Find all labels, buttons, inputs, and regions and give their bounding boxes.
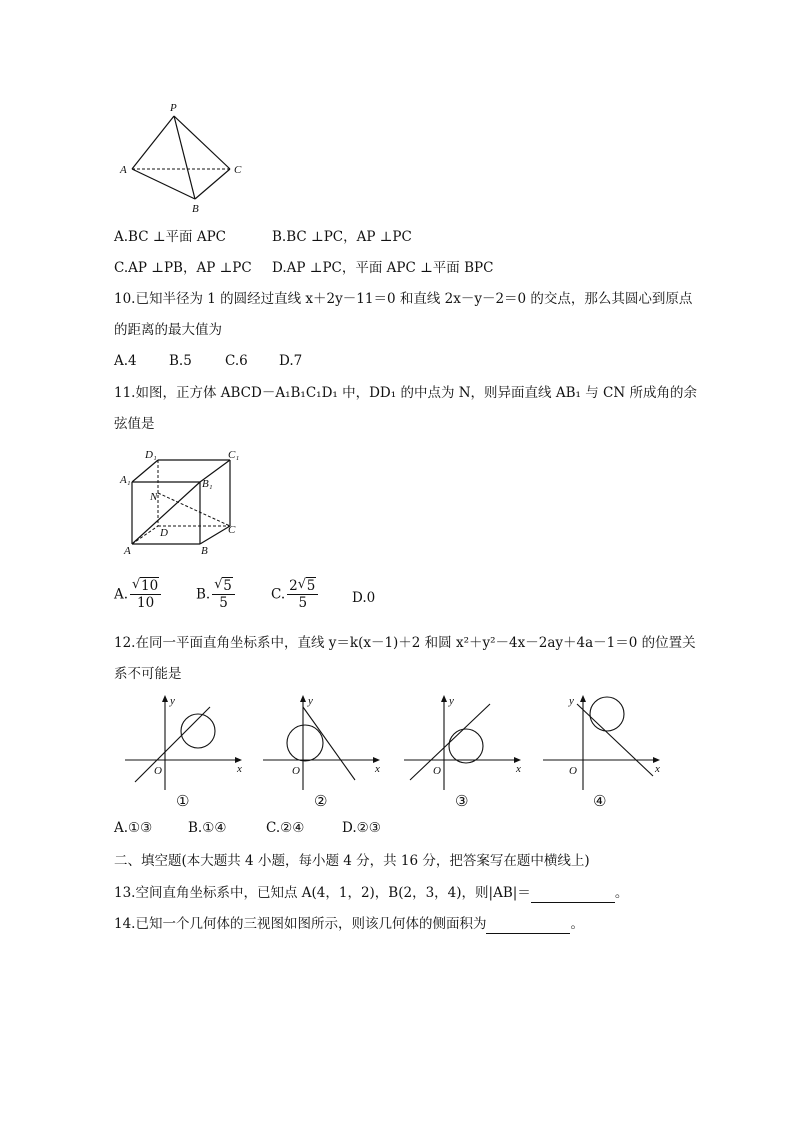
vertex-label-c: C — [228, 524, 236, 536]
q12-option-a: A.①③ — [114, 820, 153, 836]
graph-4-label: ④ — [593, 792, 607, 810]
answer-blank[interactable] — [486, 919, 570, 934]
vertex-label-p: P — [170, 102, 177, 114]
graph-2-label: ② — [314, 792, 328, 810]
q11-option-d: D.0 — [352, 590, 376, 606]
vertex-label-b1: B₁ — [202, 478, 213, 490]
vertex-label-n: N — [150, 491, 158, 503]
axis-label-y: y — [308, 695, 313, 707]
q10-option-a: A.4 — [114, 353, 137, 369]
q9-option-d: D.AP ⊥PC，平面 APC ⊥平面 BPC — [272, 260, 494, 276]
q10-option-c: C.6 — [225, 353, 248, 369]
origin-label: O — [433, 765, 441, 777]
q10-option-b: B.5 — [169, 353, 192, 369]
q10-stem-line2: 的距离的最大值为 — [114, 322, 222, 338]
q11-option-b: B. √ $\frac{5}{5}$ — [196, 578, 235, 611]
axis-label-y: y — [170, 695, 175, 707]
cube-figure — [118, 450, 253, 560]
axis-label-y: y — [569, 695, 574, 707]
q12-stem-line2: 系不可能是 — [114, 666, 182, 682]
q12-option-d: D.②③ — [342, 820, 381, 836]
vertex-label-a: A — [120, 164, 127, 176]
origin-label: O — [569, 765, 577, 777]
vertex-label-d1: D₁ — [145, 449, 157, 461]
answer-blank[interactable] — [531, 888, 615, 903]
graph-2 — [263, 692, 388, 792]
vertex-label-c1: C₁ — [228, 449, 240, 461]
q11-option-a: A. √ $\frac{10}{10}$ — [114, 578, 161, 611]
vertex-label-b: B — [201, 545, 208, 557]
graph-1 — [125, 692, 250, 792]
q9-option-a: A.BC ⊥平面 APC — [114, 229, 226, 245]
vertex-label-d: D — [160, 527, 168, 539]
section-heading: 二、填空题(本大题共 4 小题，每小题 4 分，共 16 分，把答案写在题中横线上) — [114, 853, 590, 869]
axis-label-y: y — [449, 695, 454, 707]
graph-3 — [404, 692, 529, 792]
graph-4 — [543, 692, 668, 792]
q11-stem-line1: 11.如图，正方体 ABCD－A₁B₁C₁D₁ 中，DD₁ 的中点为 N，则异面直线 AB₁ 与 CN 所成角的余 — [114, 385, 697, 401]
vertex-label-a: A — [124, 545, 131, 557]
axis-label-x: x — [516, 763, 521, 775]
graph-3-label: ③ — [455, 792, 469, 810]
q10-option-d: D.7 — [279, 353, 303, 369]
pyramid-figure — [115, 98, 250, 218]
q12-option-b: B.①④ — [188, 820, 227, 836]
vertex-label-b: B — [192, 203, 199, 215]
q14-stem: 14.已知一个几何体的三视图如图所示，则该几何体的侧面积为 。 — [114, 916, 584, 932]
q12-option-c: C.②④ — [266, 820, 305, 836]
q9-option-b: B.BC ⊥PC，AP ⊥PC — [272, 229, 412, 245]
vertex-label-c: C — [234, 164, 242, 176]
q9-option-c: C.AP ⊥PB，AP ⊥PC — [114, 260, 252, 276]
q13-stem: 13.空间直角坐标系中，已知点 A(4，1，2)，B(2，3，4)，则|AB|＝ 。 — [114, 885, 629, 901]
q11-stem-line2: 弦值是 — [114, 416, 155, 432]
graph-1-label: ① — [176, 792, 190, 810]
origin-label: O — [292, 765, 300, 777]
q10-stem-line1: 10.已知半径为 1 的圆经过直线 x＋2y－11＝0 和直线 2x－y－2＝0 的交点，那么其圆心到原点 — [114, 291, 693, 307]
axis-label-x: x — [237, 763, 242, 775]
axis-label-x: x — [375, 763, 380, 775]
axis-label-x: x — [655, 763, 660, 775]
q11-option-c: C. $\frac{2√ 5}{5}$ — [271, 578, 318, 611]
origin-label: O — [154, 765, 162, 777]
q12-stem-line1: 12.在同一平面直角坐标系中，直线 y＝k(x－1)＋2 和圆 x²＋y²－4x－2ay＋4a－1＝0 的位置关 — [114, 635, 696, 651]
vertex-label-a1: A₁ — [120, 474, 131, 486]
